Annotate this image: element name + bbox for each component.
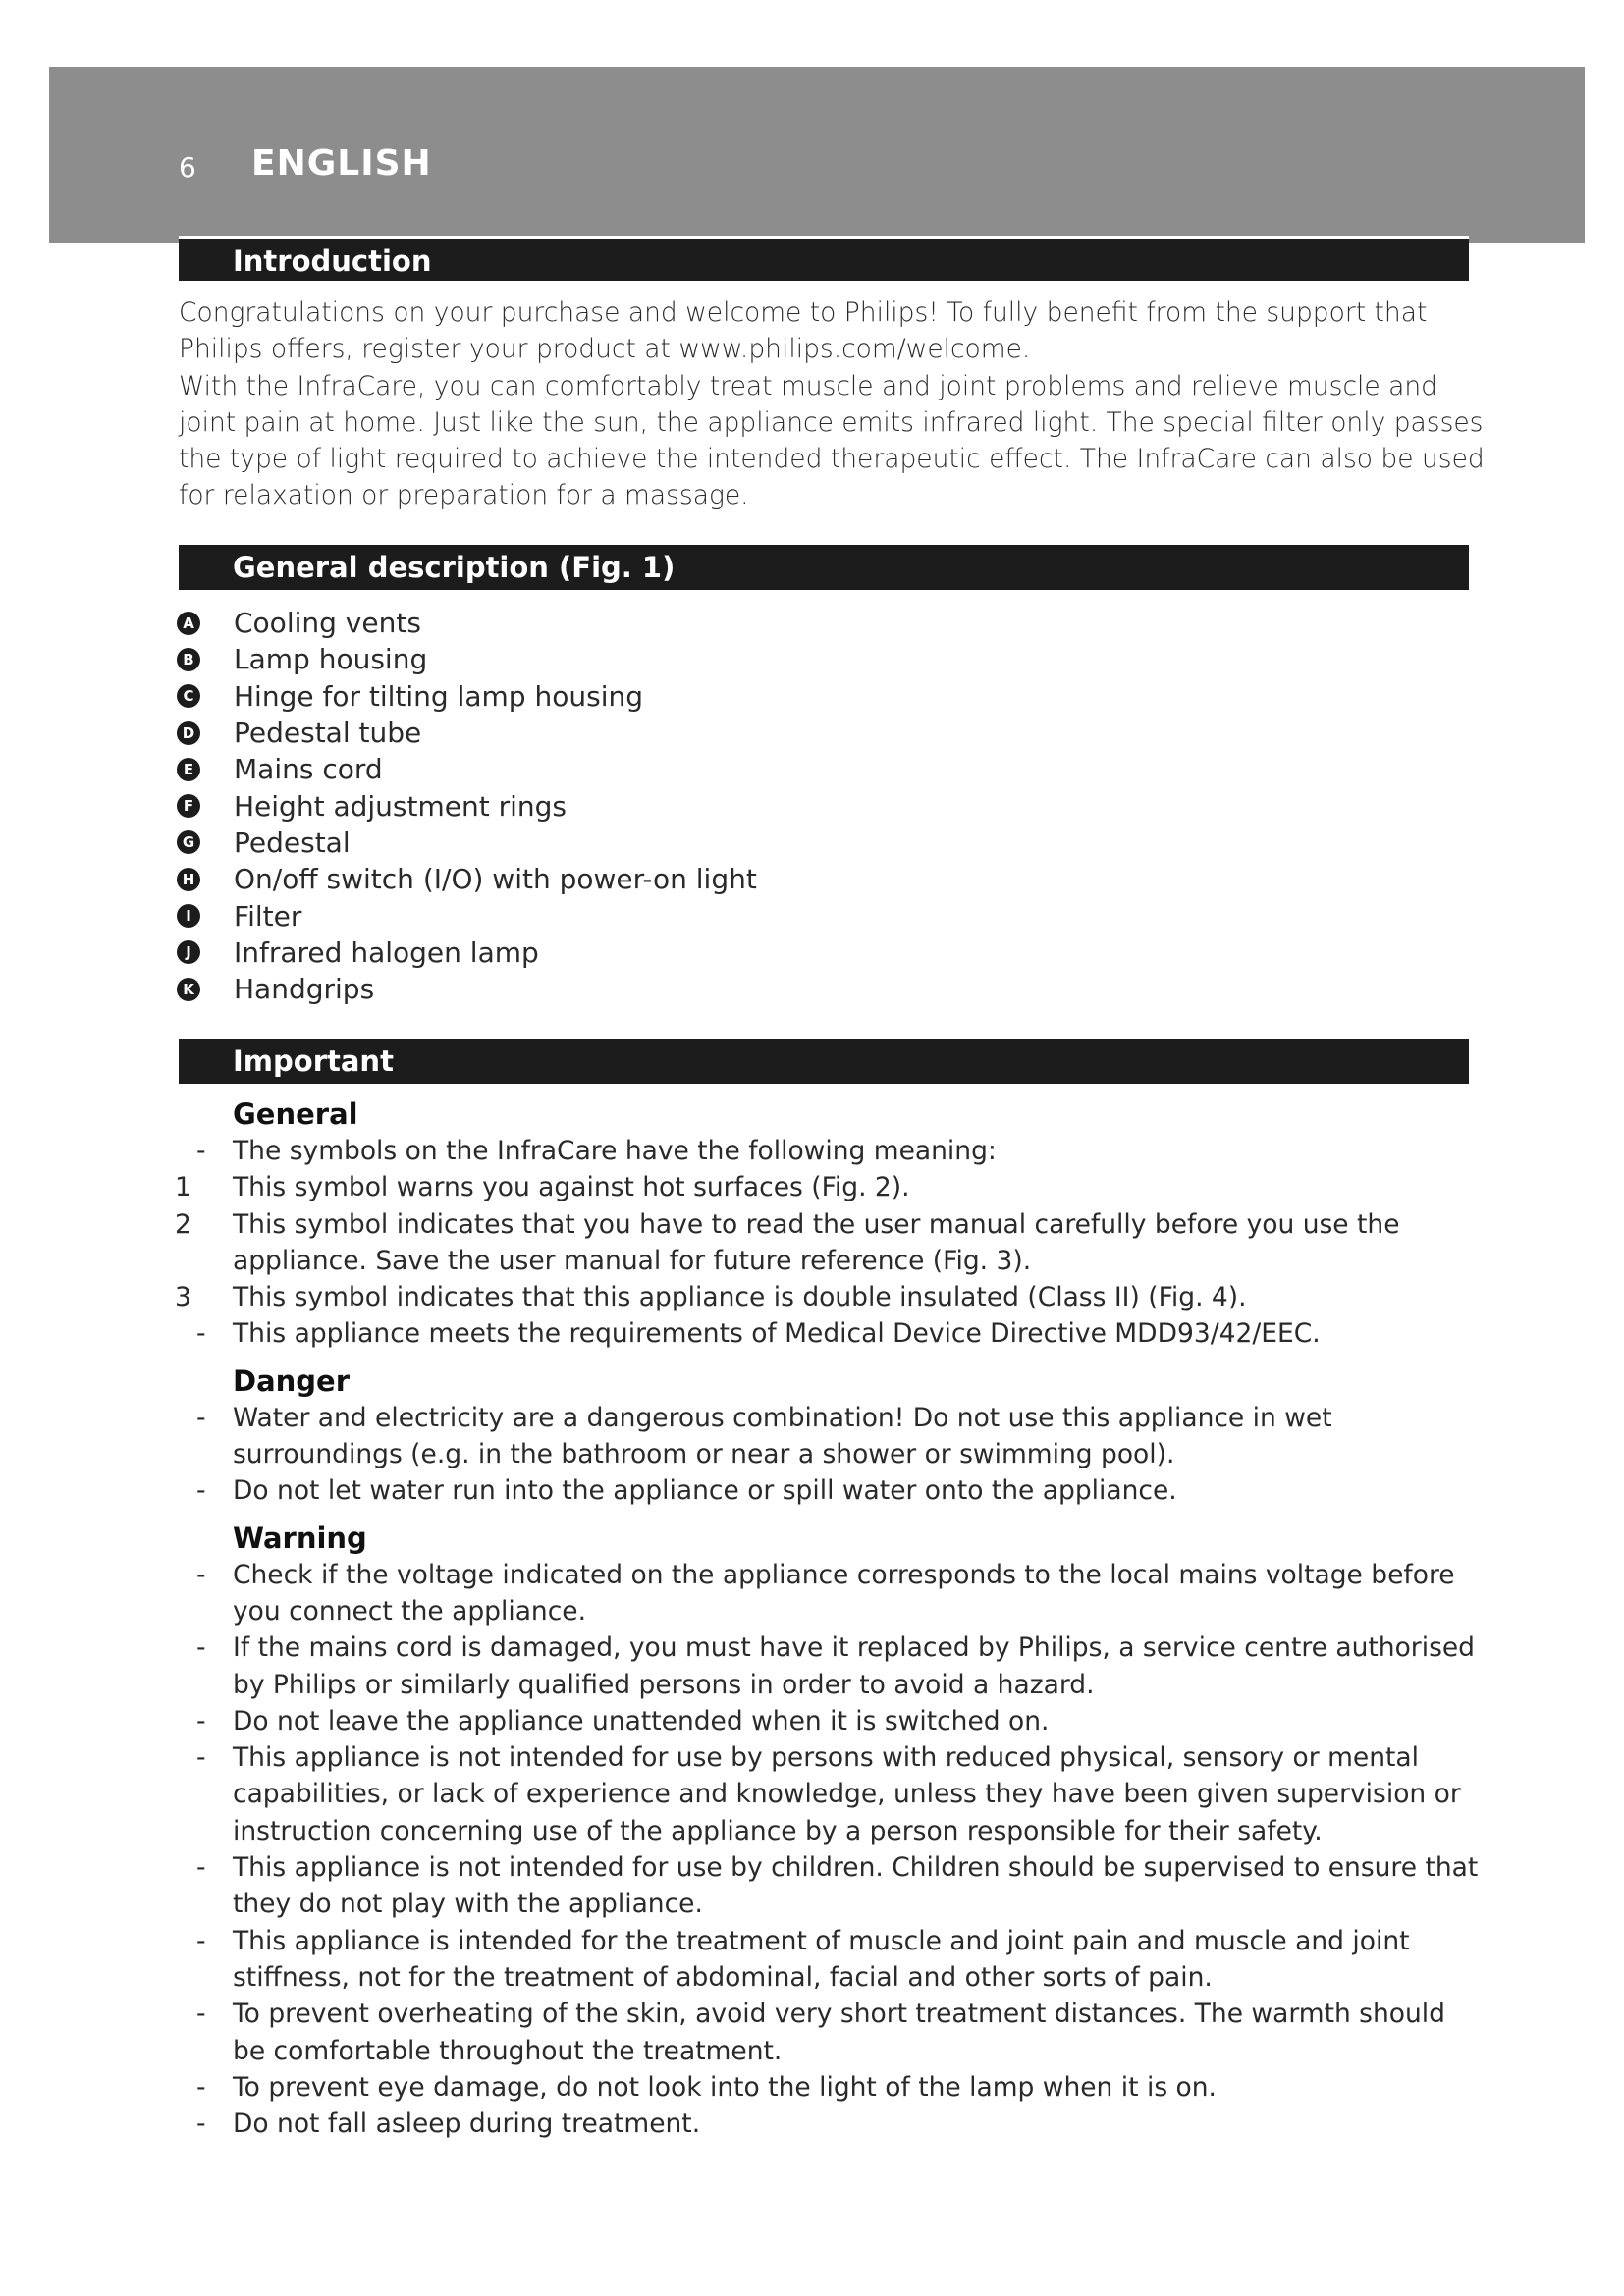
list-marker: -: [196, 1742, 206, 1774]
letter-badge-icon: A: [177, 612, 200, 635]
list-marker: -: [196, 2109, 206, 2140]
warning-item: - Do not fall asleep during treatment.: [167, 2106, 1483, 2142]
warning-item: - This appliance is not intended for use by persons with reduced physical, sensory or mental capabilities, or lack of experience and knowledge, unless they have been given supervision or instruction concerning use of the appliance by a person responsible for their safety.: [167, 1739, 1483, 1849]
part-label: Cooling vents: [234, 607, 421, 640]
letter-badge-icon: C: [177, 684, 200, 708]
important-section: [167, 1095, 1483, 2142]
warning-item: - To prevent overheating of the skin, avoid very short treatment distances. The warmth should be comfortable throughout the treatment.: [167, 1996, 1483, 2069]
danger-item: - Do not let water run into the appliance or spill water onto the appliance.: [167, 1472, 1483, 1509]
letter-badge-icon: F: [177, 794, 200, 818]
letter-badge-icon: E: [177, 758, 200, 781]
part-label: Handgrips: [234, 973, 375, 1006]
list-marker: 3: [175, 1282, 191, 1313]
intro-paragraph: Congratulations on your purchase and welcome to Philips! To fully benefit from the support that Philips offers, register your product at www.philips.com/welcome.: [179, 297, 1428, 365]
part-item: [177, 787, 1060, 824]
subheading-general: General: [233, 1097, 358, 1131]
part-item: [177, 751, 1060, 787]
part-item: [177, 934, 1060, 971]
letter-badge-icon: I: [177, 904, 200, 928]
part-item: [177, 715, 1060, 751]
page-language-title: ENGLISH: [251, 143, 432, 184]
letter-badge-icon: B: [177, 648, 200, 671]
letter-badge-icon: G: [177, 830, 200, 854]
list-marker: -: [196, 1632, 206, 1664]
letter-badge-icon: D: [177, 721, 200, 745]
list-marker: -: [196, 1559, 206, 1590]
list-marker: -: [196, 2071, 206, 2103]
general-item: - This appliance meets the requirements of Medical Device Directive MDD93/42/EEC.: [167, 1315, 1483, 1352]
part-item: [177, 678, 1060, 715]
list-marker: -: [196, 1475, 206, 1507]
section-heading-general-description: General description (Fig. 1): [179, 545, 1469, 590]
warning-item: - Do not leave the appliance unattended when it is switched on.: [167, 1703, 1483, 1739]
list-marker: -: [196, 1136, 206, 1166]
danger-item: - Water and electricity are a dangerous combination! Do not use this appliance in wet surroundings (e.g. in the bathroom or near a shower or swimming pool).: [167, 1400, 1483, 1473]
part-item: [177, 861, 1060, 897]
section-heading-introduction: Introduction: [179, 236, 1469, 281]
part-item: [177, 605, 1060, 641]
part-item: [177, 641, 1060, 677]
part-label: Filter: [234, 899, 302, 933]
warning-item: - To prevent eye damage, do not look into the light of the lamp when it is on.: [167, 2069, 1483, 2106]
section-heading-important: Important: [179, 1039, 1469, 1084]
list-marker: -: [196, 1925, 206, 1956]
parts-list: [177, 605, 1060, 1007]
part-label: Lamp housing: [234, 643, 428, 676]
warning-item: - This appliance is intended for the treatment of muscle and joint pain and muscle and joint stiffness, not for the treatment of abdominal, facial and other sorts of pain.: [167, 1923, 1483, 1997]
list-marker: -: [196, 1318, 206, 1350]
part-label: Height adjustment rings: [234, 789, 568, 823]
general-item: 2 This symbol indicates that you have to read the user manual carefully before you use the appliance. Save the user manual for future reference (Fig. 3).: [167, 1206, 1483, 1280]
part-label: Infrared halogen lamp: [234, 935, 539, 969]
list-marker: -: [196, 1705, 206, 1736]
list-marker: -: [196, 1402, 206, 1433]
subheading-warning: Warning: [233, 1521, 367, 1555]
warning-item: - Check if the voltage indicated on the appliance corresponds to the local mains voltage before you connect the appliance.: [167, 1557, 1483, 1630]
list-marker: 1: [175, 1172, 191, 1203]
letter-badge-icon: H: [177, 868, 200, 891]
page-number: 6: [179, 151, 196, 184]
general-item: 3 This symbol indicates that this appliance is double insulated (Class II) (Fig. 4).: [167, 1279, 1483, 1315]
part-label: Mains cord: [234, 753, 383, 786]
intro-paragraph: With the InfraCare, you can comfortably treat muscle and joint problems and relieve muscle and joint pain at home. Just like the sun, the appliance emits infrared light. The special filter only passes the type of light required to achieve the intended therapeutic effect. The InfraCare can also be used for relaxation or preparation for a massage.: [179, 370, 1485, 511]
subheading-danger: Danger: [233, 1363, 351, 1398]
part-item: [177, 825, 1060, 861]
part-label: Pedestal tube: [234, 717, 422, 750]
general-item: - The symbols on the InfraCare have the following meaning:: [167, 1133, 1483, 1169]
part-item: [177, 897, 1060, 934]
warning-item: - If the mains cord is damaged, you must have it replaced by Philips, a service centre authorised by Philips or similarly qualified persons in order to avoid a hazard.: [167, 1629, 1483, 1703]
list-marker: 2: [175, 1208, 191, 1240]
introduction-text: [179, 294, 1485, 514]
part-label: On/off switch (I/O) with power-on light: [234, 863, 757, 896]
part-label: Pedestal: [234, 826, 351, 859]
letter-badge-icon: K: [177, 978, 200, 1001]
letter-badge-icon: J: [177, 940, 200, 964]
part-label: Hinge for tilting lamp housing: [234, 679, 643, 713]
list-marker: -: [196, 1999, 206, 2030]
general-item: 1 This symbol warns you against hot surfaces (Fig. 2).: [167, 1169, 1483, 1205]
list-marker: -: [196, 1852, 206, 1884]
part-item: [177, 971, 1060, 1007]
warning-item: - This appliance is not intended for use by children. Children should be supervised to ensure that they do not play with the appliance.: [167, 1849, 1483, 1923]
